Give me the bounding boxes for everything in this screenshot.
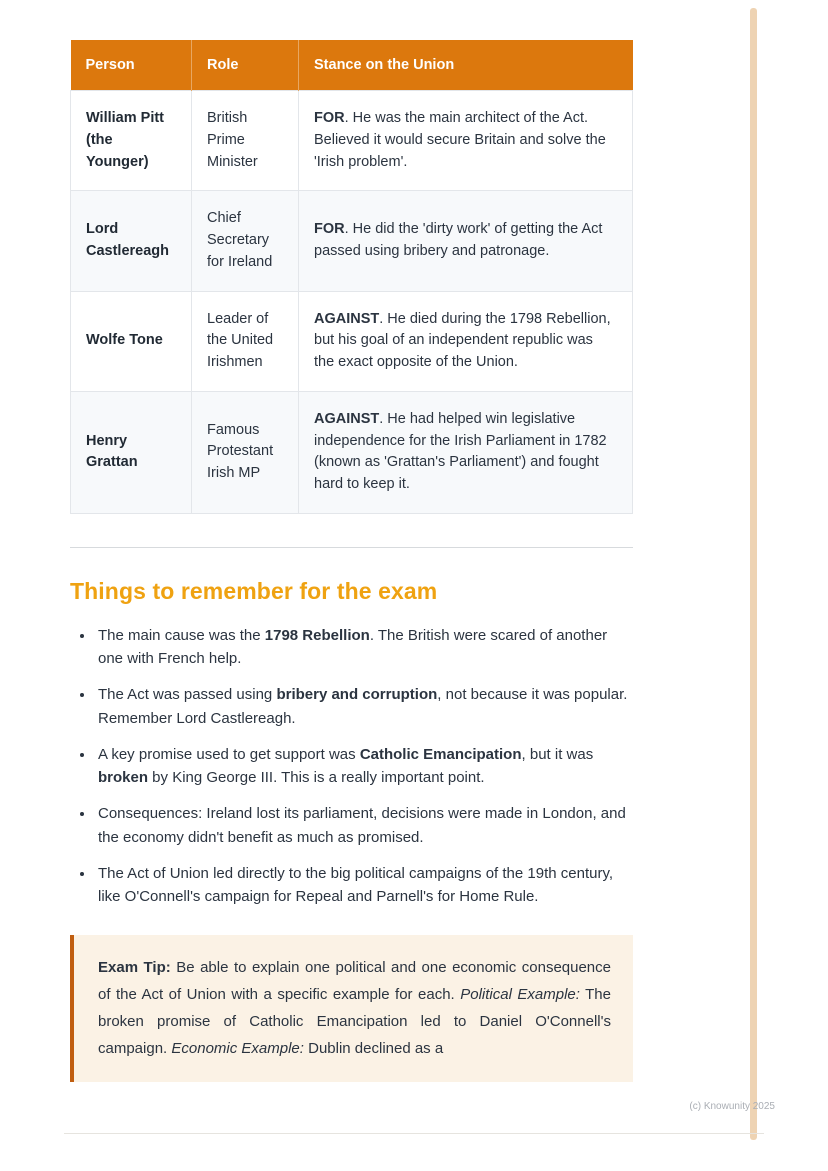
text-segment: bribery and corruption [276,686,438,704]
exam-tip-text [98,954,611,1062]
table-row [71,91,633,191]
text-segment: Consequences: Ireland lost its parliament, decisions were made in London, and the economy didn't benefit as much as promised. [98,805,626,846]
text-segment: FOR [314,221,345,238]
text-segment: The Act was passed using [98,686,277,704]
document-content [70,40,633,1082]
text-segment: FOR [314,110,345,126]
table-row [71,191,633,291]
list-item [95,683,633,730]
text-segment: . He was the main architect of the Act. Believed it would secure Britain and solve the 'Irish problem'. [314,110,606,170]
table-header-row [71,40,633,91]
text-segment: broken [98,769,149,786]
text-segment: The main cause was the [98,626,265,644]
text-segment: The broken promise of Catholic Emancipation led to Daniel O'Connell's campaign. [98,986,611,1058]
text-segment: Be able to explain one political and one economic consequence of the Act of Union with a specific example for each. [98,959,611,1004]
text-segment: , not because it was popular. Remember Lord Castlereagh. [98,686,628,727]
list-item [95,743,633,790]
role-cell: Leader of the United Irishmen [192,291,299,391]
text-segment: , but it was [521,745,594,763]
stance-cell [299,291,633,391]
text-segment: by King George III. This is a really important point. [148,769,485,786]
section-heading: Things to remember for the exam [70,577,438,604]
stance-cell [299,391,633,513]
person-cell: William Pitt (the Younger) [71,91,192,191]
text-segment: . He had helped win legislative independence for the Irish Parliament in 1782 (known as 'Grattan's Parliament') and fought hard to keep it. [314,410,607,492]
text-segment: AGAINST [314,310,380,327]
text-segment: A key promise used to get support was [98,745,360,763]
table-header-role: Role [192,40,299,91]
table-header-stance: Stance on the Union [299,40,633,91]
text-segment: Catholic Emancipation [359,745,522,763]
text-segment: . The British were scared of another one with French help. [98,626,608,667]
person-cell: Henry Grattan [71,391,192,513]
table-row [71,291,633,391]
stance-cell [299,191,633,291]
text-segment: . He died during the 1798 Rebellion, but his goal of an independent republic was the exact opposite of the Union. [314,310,611,370]
table-header [71,40,633,91]
role-cell: Chief Secretary for Ireland [192,191,299,291]
text-segment: 1798 Rebellion [264,626,370,644]
watermark: (c) Knowunity 2025 [689,1101,775,1112]
list-item [95,802,633,849]
table-body [71,91,633,514]
stance-cell [299,91,633,191]
section-divider [70,547,633,548]
text-segment: Economic Example: [171,1040,304,1058]
text-segment: Political Example: [460,986,580,1004]
page-bottom-edge [64,1133,764,1134]
list-item [95,862,633,909]
table-header-person: Person [71,40,192,91]
text-segment: . He did the 'dirty work' of getting the Act passed using bribery and patronage. [314,221,603,259]
table-row [71,391,633,513]
role-cell: Famous Protestant Irish MP [192,391,299,513]
exam-points-list [70,624,633,909]
exam-tip-callout [70,935,633,1082]
person-cell: Wolfe Tone [71,291,192,391]
text-segment: Exam Tip: [98,959,171,977]
key-figures-table [70,40,633,514]
person-cell: Lord Castlereagh [71,191,192,291]
text-segment: The Act of Union led directly to the big political campaigns of the 19th century, like O'Connell's campaign for Repeal and Parnell's for Home Rule. [98,864,614,905]
role-cell: British Prime Minister [192,91,299,191]
page-edge-decoration [750,8,757,1140]
list-item [95,624,633,671]
text-segment: Dublin declined as a [303,1040,444,1058]
text-segment: AGAINST [314,410,380,427]
